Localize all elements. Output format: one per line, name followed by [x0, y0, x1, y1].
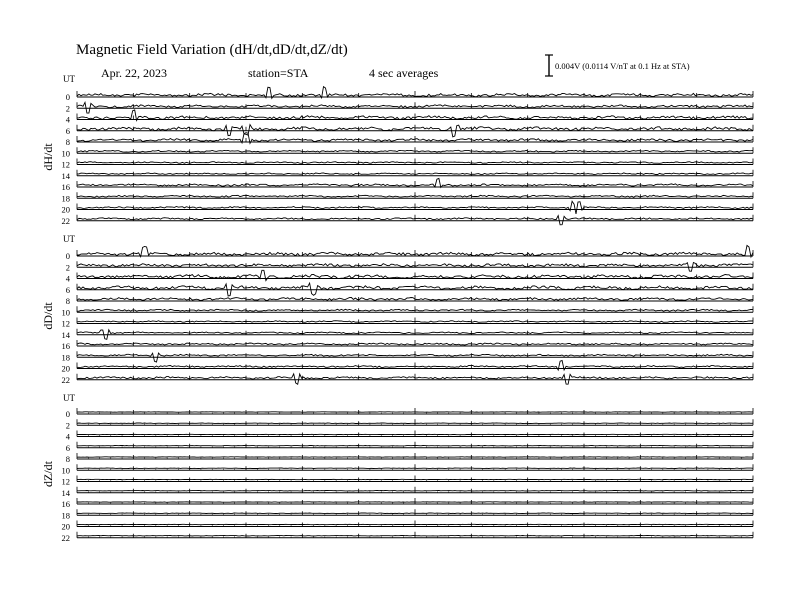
row-hour-label: 14 — [61, 487, 70, 498]
trace-row — [62, 340, 754, 351]
trace-line — [77, 468, 753, 469]
trace-row — [66, 431, 753, 442]
trace-line — [77, 491, 753, 492]
panel-dDdt — [41, 234, 753, 385]
row-hour-label: 16 — [61, 182, 70, 192]
trace-row — [66, 419, 753, 430]
row-hour-label: 6 — [65, 284, 70, 295]
trace-row — [62, 147, 754, 158]
trace-row — [66, 408, 753, 419]
trace-line — [77, 513, 753, 514]
trace-line — [77, 524, 753, 525]
row-hour-label: 22 — [61, 215, 70, 226]
trace-row — [62, 318, 754, 329]
row-hour-label: 8 — [65, 137, 70, 147]
trace-row — [62, 487, 754, 498]
row-hour-label: 22 — [61, 374, 70, 385]
row-hour-label: 8 — [65, 454, 70, 464]
trace-row — [62, 306, 754, 317]
trace-row — [62, 521, 754, 532]
row-hour-label: 8 — [65, 296, 70, 306]
trace-row — [66, 110, 753, 125]
trace-row — [66, 442, 753, 453]
trace-row — [66, 270, 753, 283]
trace-line — [77, 423, 753, 424]
trace-row — [62, 351, 754, 362]
trace-row — [62, 170, 754, 181]
row-hour-label: 0 — [65, 251, 70, 261]
trace-line — [77, 457, 753, 458]
trace-row — [62, 476, 754, 487]
trace-row — [62, 192, 754, 203]
trace-row — [66, 133, 753, 147]
trace-line — [77, 446, 753, 447]
row-hour-label: 10 — [61, 307, 70, 318]
row-hour-label: 16 — [61, 499, 70, 509]
panel-dHdt — [41, 74, 753, 226]
row-hour-label: 20 — [61, 204, 70, 215]
trace-row — [62, 532, 754, 543]
trace-row — [66, 283, 753, 296]
trace-line — [77, 479, 753, 480]
row-hour-label: 6 — [65, 442, 70, 453]
row-hour-label: 4 — [65, 114, 70, 125]
trace-row — [62, 178, 754, 192]
trace-row — [62, 215, 754, 226]
trace-line — [77, 502, 753, 503]
ut-axis-label: UT — [63, 74, 75, 84]
trace-row — [66, 453, 753, 464]
panel-dZdt — [41, 393, 753, 543]
row-hour-label: 22 — [61, 532, 70, 543]
panel-ylabel: dD/dt — [41, 302, 55, 330]
averaging-label: 4 sec averages — [369, 66, 439, 80]
row-hour-label: 10 — [61, 148, 70, 159]
row-hour-label: 14 — [61, 329, 70, 340]
scale-note: 0.004V (0.0114 V/nT at 0.1 Hz at STA) — [555, 61, 690, 71]
trace-row — [62, 329, 754, 340]
row-hour-label: 2 — [65, 103, 70, 114]
trace-line — [77, 201, 753, 214]
trace-row — [66, 295, 753, 306]
row-hour-label: 0 — [65, 409, 70, 419]
row-hour-label: 4 — [65, 431, 70, 442]
row-hour-label: 18 — [61, 510, 70, 521]
row-hour-label: 20 — [61, 521, 70, 532]
trace-row — [62, 498, 754, 509]
trace-row — [62, 374, 754, 385]
row-hour-label: 0 — [65, 92, 70, 102]
trace-row — [66, 245, 753, 261]
row-hour-label: 12 — [61, 159, 70, 170]
row-hour-label: 2 — [65, 262, 70, 273]
row-hour-label: 18 — [61, 193, 70, 204]
row-hour-label: 16 — [61, 341, 70, 351]
panel-ylabel: dH/dt — [41, 143, 55, 171]
row-hour-label: 12 — [61, 476, 70, 487]
trace-line — [77, 536, 753, 537]
scale-bar — [545, 55, 690, 76]
trace-row — [62, 509, 754, 520]
row-hour-label: 18 — [61, 352, 70, 363]
trace-row — [62, 361, 754, 374]
trace-row — [66, 125, 753, 137]
trace-row — [62, 464, 754, 475]
ut-axis-label: UT — [63, 234, 75, 244]
trace-row — [62, 201, 754, 214]
row-hour-label: 12 — [61, 318, 70, 329]
ut-axis-label: UT — [63, 393, 75, 403]
row-hour-label: 14 — [61, 170, 70, 181]
trace-row — [66, 87, 753, 102]
row-hour-label: 4 — [65, 273, 70, 284]
chart-title: Magnetic Field Variation (dH/dt,dD/dt,dZ/dt) — [76, 42, 348, 58]
panels-group — [41, 74, 753, 543]
station-label: station=STA — [248, 66, 309, 80]
trace-row — [66, 261, 753, 272]
row-hour-label: 20 — [61, 363, 70, 374]
row-hour-label: 10 — [61, 465, 70, 476]
panel-ylabel: dZ/dt — [41, 461, 55, 487]
row-hour-label: 2 — [65, 420, 70, 431]
date-label: Apr. 22, 2023 — [101, 66, 167, 80]
row-hour-label: 6 — [65, 125, 70, 136]
trace-row — [62, 159, 754, 170]
trace-row — [66, 102, 753, 113]
